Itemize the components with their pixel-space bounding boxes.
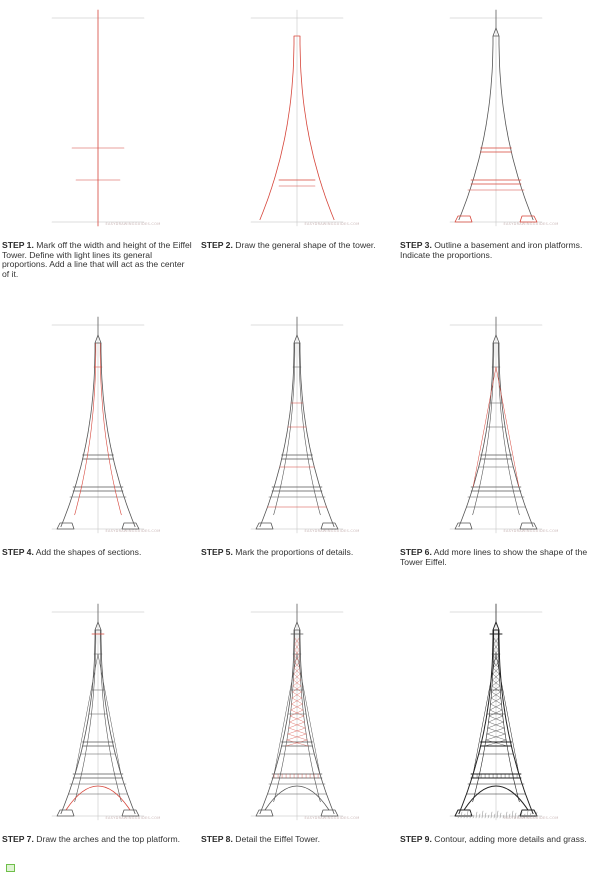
- lattice: [491, 704, 503, 710]
- inner-leg-left: [473, 343, 494, 515]
- inner-leg-left: [473, 630, 494, 802]
- tower-leg-left: [260, 343, 294, 527]
- tower-leg-right: [300, 36, 334, 220]
- step-caption-6: [400, 548, 592, 567]
- step-label: STEP 6.: [400, 547, 432, 557]
- lattice: [491, 698, 501, 704]
- lattice: [490, 704, 502, 710]
- step-card-3: [398, 0, 592, 290]
- step-caption-4: [2, 548, 194, 558]
- step-text: Outline a basement and iron platforms. Indicate the proportions.: [400, 240, 583, 260]
- inner-leg-left: [274, 343, 295, 515]
- tower-leg-left: [459, 343, 493, 527]
- step-text: Draw the arches and the top platform.: [36, 834, 181, 844]
- inner-leg-right: [299, 630, 320, 802]
- watermark: EASYDRAWINGGUIDES.COM: [304, 222, 360, 226]
- tower-drawing-step-1: [0, 0, 196, 240]
- lattice: [491, 698, 501, 704]
- inner-leg-right: [498, 630, 519, 802]
- step-text: Mark off the width and height of the Eiffel Tower. Define with light lines its general proportions. Add a line that will act as the center of it.: [2, 240, 192, 279]
- lattice: [289, 722, 305, 728]
- lattice: [488, 722, 504, 728]
- lattice: [287, 740, 308, 746]
- inner-leg-right: [299, 343, 320, 515]
- tower-leg-left: [459, 36, 493, 220]
- watermark: EASYDRAWINGGUIDES.COM: [304, 529, 360, 533]
- inner-leg-right: [498, 343, 519, 515]
- watermark: EASYDRAWINGGUIDES.COM: [105, 222, 161, 226]
- tower-drawing-step-4: [0, 307, 196, 547]
- step-text: Detail the Eiffel Tower.: [235, 834, 320, 844]
- tower-leg-right: [499, 630, 533, 814]
- tower-leg-left: [260, 630, 294, 814]
- lattice: [491, 692, 500, 698]
- lattice: [289, 722, 305, 728]
- tower-leg-right: [499, 36, 533, 220]
- step-caption-5: [201, 548, 393, 558]
- lattice: [292, 698, 302, 704]
- inner-leg-right: [100, 630, 121, 802]
- inner-leg-left: [75, 343, 96, 515]
- step-text: Contour, adding more details and grass.: [434, 834, 587, 844]
- tower-leg-left: [459, 630, 493, 814]
- lattice: [492, 692, 501, 698]
- tower-drawing-step-8: [199, 594, 395, 834]
- lattice: [489, 716, 503, 722]
- lattice: [487, 734, 506, 740]
- tower-leg-right: [101, 630, 135, 814]
- watermark: EASYDRAWINGGUIDES.COM: [503, 816, 559, 820]
- lattice: [293, 692, 302, 698]
- lattice: [486, 740, 507, 746]
- tower-leg-left: [260, 36, 294, 220]
- lattice: [286, 740, 307, 746]
- tower-drawing-step-7: [0, 594, 196, 834]
- watermark: EASYDRAWINGGUIDES.COM: [503, 222, 559, 226]
- tower-leg-right: [101, 343, 135, 527]
- inner-leg-right: [100, 343, 121, 515]
- lattice: [485, 740, 506, 746]
- watermark: EASYDRAWINGGUIDES.COM: [105, 529, 161, 533]
- lattice: [287, 734, 306, 740]
- step-label: STEP 4.: [2, 547, 34, 557]
- tower-drawing-step-2: [199, 0, 395, 240]
- lattice: [292, 698, 302, 704]
- lattice: [288, 734, 307, 740]
- step-label: STEP 1.: [2, 240, 34, 250]
- lattice: [290, 716, 304, 722]
- watermark: EASYDRAWINGGUIDES.COM: [503, 529, 559, 533]
- step-card-1: [0, 0, 196, 290]
- tower-drawing-step-5: [199, 307, 395, 547]
- lattice: [292, 704, 304, 710]
- step-label: STEP 7.: [2, 834, 34, 844]
- lattice: [289, 716, 303, 722]
- step-text: Add more lines to show the shape of the Tower Eiffel.: [400, 547, 588, 567]
- tower-leg-right: [499, 343, 533, 527]
- tower-drawing-step-6: [398, 307, 592, 547]
- step-text: Mark the proportions of details.: [235, 547, 354, 557]
- step-card-9: [398, 594, 592, 884]
- lattice: [488, 728, 505, 734]
- lattice: [292, 692, 301, 698]
- lattice: [289, 728, 306, 734]
- step-caption-7: [2, 835, 194, 845]
- step-text: Draw the general shape of the tower.: [235, 240, 376, 250]
- lattice: [490, 710, 503, 716]
- inner-leg-left: [75, 630, 96, 802]
- step-card-5: [199, 307, 395, 597]
- tower-drawing-step-9: [398, 594, 592, 834]
- watermark: EASYDRAWINGGUIDES.COM: [304, 816, 360, 820]
- lattice: [488, 722, 504, 728]
- step-caption-8: [201, 835, 393, 845]
- step-caption-3: [400, 241, 592, 260]
- tower-leg-right: [300, 343, 334, 527]
- inner-leg-left: [274, 630, 295, 802]
- lattice: [291, 710, 304, 716]
- tower-leg-left: [61, 343, 95, 527]
- step-caption-1: [2, 241, 194, 279]
- step-label: STEP 2.: [201, 240, 233, 250]
- lattice: [486, 734, 505, 740]
- lattice: [488, 716, 502, 722]
- lattice: [487, 728, 504, 734]
- tower-leg-left: [61, 630, 95, 814]
- step-card-4: [0, 307, 196, 597]
- tower-drawing-step-3: [398, 0, 592, 240]
- lattice: [291, 704, 303, 710]
- step-caption-9: [400, 835, 592, 845]
- step-label: STEP 9.: [400, 834, 432, 844]
- watermark: EASYDRAWINGGUIDES.COM: [105, 816, 161, 820]
- step-label: STEP 3.: [400, 240, 432, 250]
- step-card-7: [0, 594, 196, 884]
- lattice: [290, 710, 303, 716]
- lattice: [288, 728, 305, 734]
- lattice: [489, 710, 502, 716]
- step-label: STEP 5.: [201, 547, 233, 557]
- image-icon: [6, 864, 15, 872]
- step-card-2: [199, 0, 395, 290]
- step-caption-2: [201, 241, 393, 251]
- step-card-8: [199, 594, 395, 884]
- tower-leg-right: [300, 630, 334, 814]
- step-card-6: [398, 307, 592, 597]
- step-label: STEP 8.: [201, 834, 233, 844]
- step-text: Add the shapes of sections.: [35, 547, 142, 557]
